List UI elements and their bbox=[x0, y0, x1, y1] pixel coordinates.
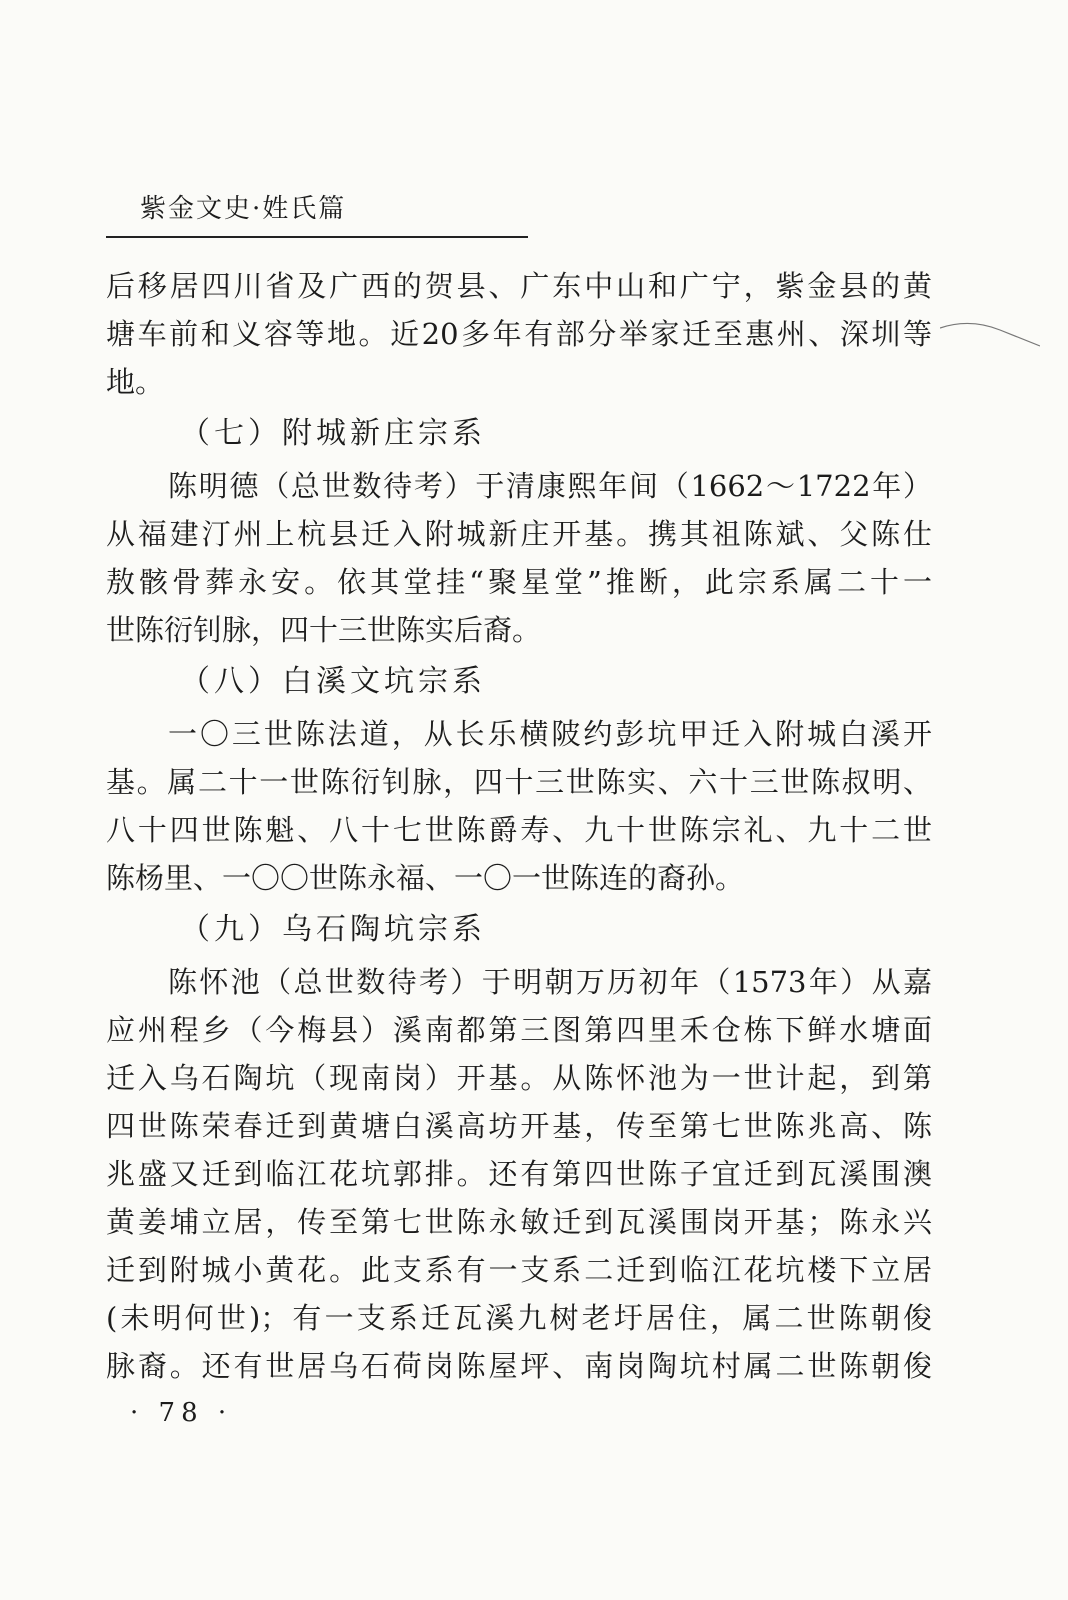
text-line: 黄姜埔立居，传至第七世陈永敏迁到瓦溪围岗开基；陈永兴 bbox=[106, 1205, 932, 1239]
text-line: 八十四世陈魁、八十七世陈爵寿、九十世陈宗礼、九十二世 bbox=[106, 813, 932, 847]
paragraph-section-8 bbox=[106, 710, 932, 902]
body-text bbox=[106, 262, 932, 1390]
paragraph-section-9 bbox=[106, 958, 932, 1390]
running-header-title: 紫金文史·姓氏篇 bbox=[140, 194, 347, 224]
text-line: 四世陈荣春迁到黄塘白溪高坊开基，传至第七世陈兆高、陈 bbox=[106, 1109, 932, 1143]
text-line: 地。 bbox=[106, 365, 165, 399]
text-line: 后移居四川省及广西的贺县、广东中山和广宁，紫金县的黄 bbox=[106, 269, 932, 303]
page-number: · 78 · bbox=[130, 1398, 233, 1428]
text-line: 陈怀池（总世数待考）于明朝万历初年（1573年）从嘉 bbox=[168, 965, 932, 999]
text-line: 陈明德（总世数待考）于清康熙年间（1662～1722年） bbox=[168, 469, 932, 503]
paragraph-continuation bbox=[106, 262, 932, 406]
text-line: 从福建汀州上杭县迁入附城新庄开基。携其祖陈斌、父陈仕 bbox=[106, 517, 932, 551]
paragraph-section-7 bbox=[106, 462, 932, 654]
text-line: 塘车前和义容等地。近20多年有部分举家迁至惠州、深圳等 bbox=[106, 317, 932, 351]
text-line: 陈杨里、一〇〇世陈永福、一〇一世陈连的裔孙。 bbox=[106, 861, 745, 895]
section-heading-8: （八）白溪文坑宗系 bbox=[180, 664, 486, 699]
text-line: 迁入乌石陶坑（现南岗）开基。从陈怀池为一世计起，到第 bbox=[106, 1061, 932, 1095]
text-line: 脉裔。还有世居乌石荷岗陈屋坪、南岗陶坑村属二世陈朝俊 bbox=[106, 1349, 932, 1383]
paper-edge-mark bbox=[940, 318, 1040, 358]
section-heading-9: （九）乌石陶坑宗系 bbox=[180, 912, 486, 947]
section-heading-7: （七）附城新庄宗系 bbox=[180, 416, 486, 451]
text-line: 基。属二十一世陈衍钊脉，四十三世陈实、六十三世陈叔明、 bbox=[106, 765, 932, 799]
text-line: 应州程乡（今梅县）溪南都第三图第四里禾仓栋下鲜水塘面 bbox=[106, 1013, 932, 1047]
header-rule bbox=[106, 236, 528, 238]
text-line: 兆盛又迁到临江花坑郭排。还有第四世陈子宜迁到瓦溪围澳 bbox=[106, 1157, 932, 1191]
text-line: 一〇三世陈法道，从长乐横陂约彭坑甲迁入附城白溪开 bbox=[168, 717, 932, 751]
text-line: 世陈衍钊脉，四十三世陈实后裔。 bbox=[106, 613, 542, 647]
text-line: 迁到附城小黄花。此支系有一支系二迁到临江花坑楼下立居 bbox=[106, 1253, 932, 1287]
text-line: (未明何世)；有一支系迁瓦溪九树老圩居住，属二世陈朝俊 bbox=[106, 1301, 932, 1335]
text-line: 敖骸骨葬永安。依其堂挂“聚星堂”推断，此宗系属二十一 bbox=[106, 565, 932, 599]
